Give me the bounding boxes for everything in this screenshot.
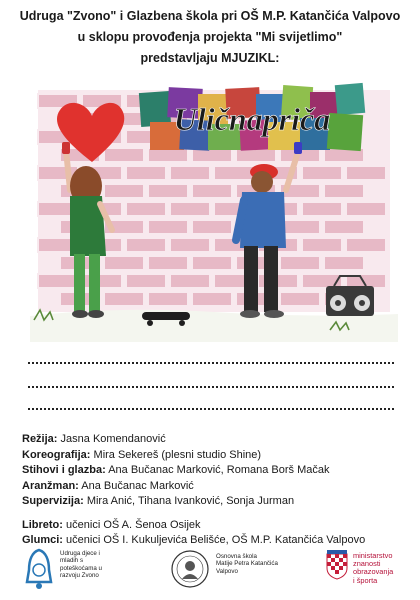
header-line-1: Udruga "Zvono" i Glazbena škola pri OŠ M.P. Katančića Valpovo — [19, 9, 401, 23]
poster-header — [0, 6, 420, 69]
credit-glumci: Glumci: učenici OŠ I. Kukuljevića Belišće, OŠ M.P. Katančića Valpovo — [22, 534, 366, 546]
zvono-association-text: Udruga djece i mladih s poteškoćama u razvoju Zvono — [60, 550, 102, 580]
header-line-3: predstavljaju MJUZIKL: — [140, 51, 280, 65]
credit-libreto: Libreto: učenici OŠ A. Šenoa Osijek — [22, 518, 201, 531]
street-story-illustration — [30, 80, 398, 342]
spray-can-icon-2 — [294, 142, 302, 154]
spray-can-icon — [62, 142, 70, 154]
credit-rezija: Režija: Jasna Komendanović — [22, 433, 166, 445]
zvono-logo-icon — [24, 548, 54, 592]
sponsor-footer — [0, 545, 420, 600]
ministry-text: ministarstvo znanosti obrazovanja i športa — [353, 551, 394, 585]
credits-list — [22, 432, 412, 549]
dotted-line-2 — [28, 386, 394, 388]
credit-aranzman: Aranžman: Ana Bučanac Marković — [22, 479, 194, 492]
school-name-text: Osnovna škola Matije Petra Katančića Valpovo — [216, 553, 278, 575]
credit-koreografija: Koreografija: Mira Sekereš (plesni studio Shine) — [22, 448, 262, 461]
graffiti-text: Uličnapriča — [173, 101, 331, 137]
dotted-line-1 — [28, 362, 394, 364]
school-seal-icon — [170, 549, 210, 589]
credit-stihovi: Stihovi i glazba: Ana Bučanac Marković, Romana Borš Mačak — [22, 464, 330, 476]
credit-supervizija: Supervizija: Mira Anić, Tihana Ivanković, Sonja Jurman — [22, 495, 295, 507]
croatian-coat-of-arms-icon — [326, 550, 348, 580]
header-line-2: u sklopu provođenja projekta "Mi svijetlimo" — [77, 30, 343, 44]
dotted-line-3 — [28, 408, 394, 410]
